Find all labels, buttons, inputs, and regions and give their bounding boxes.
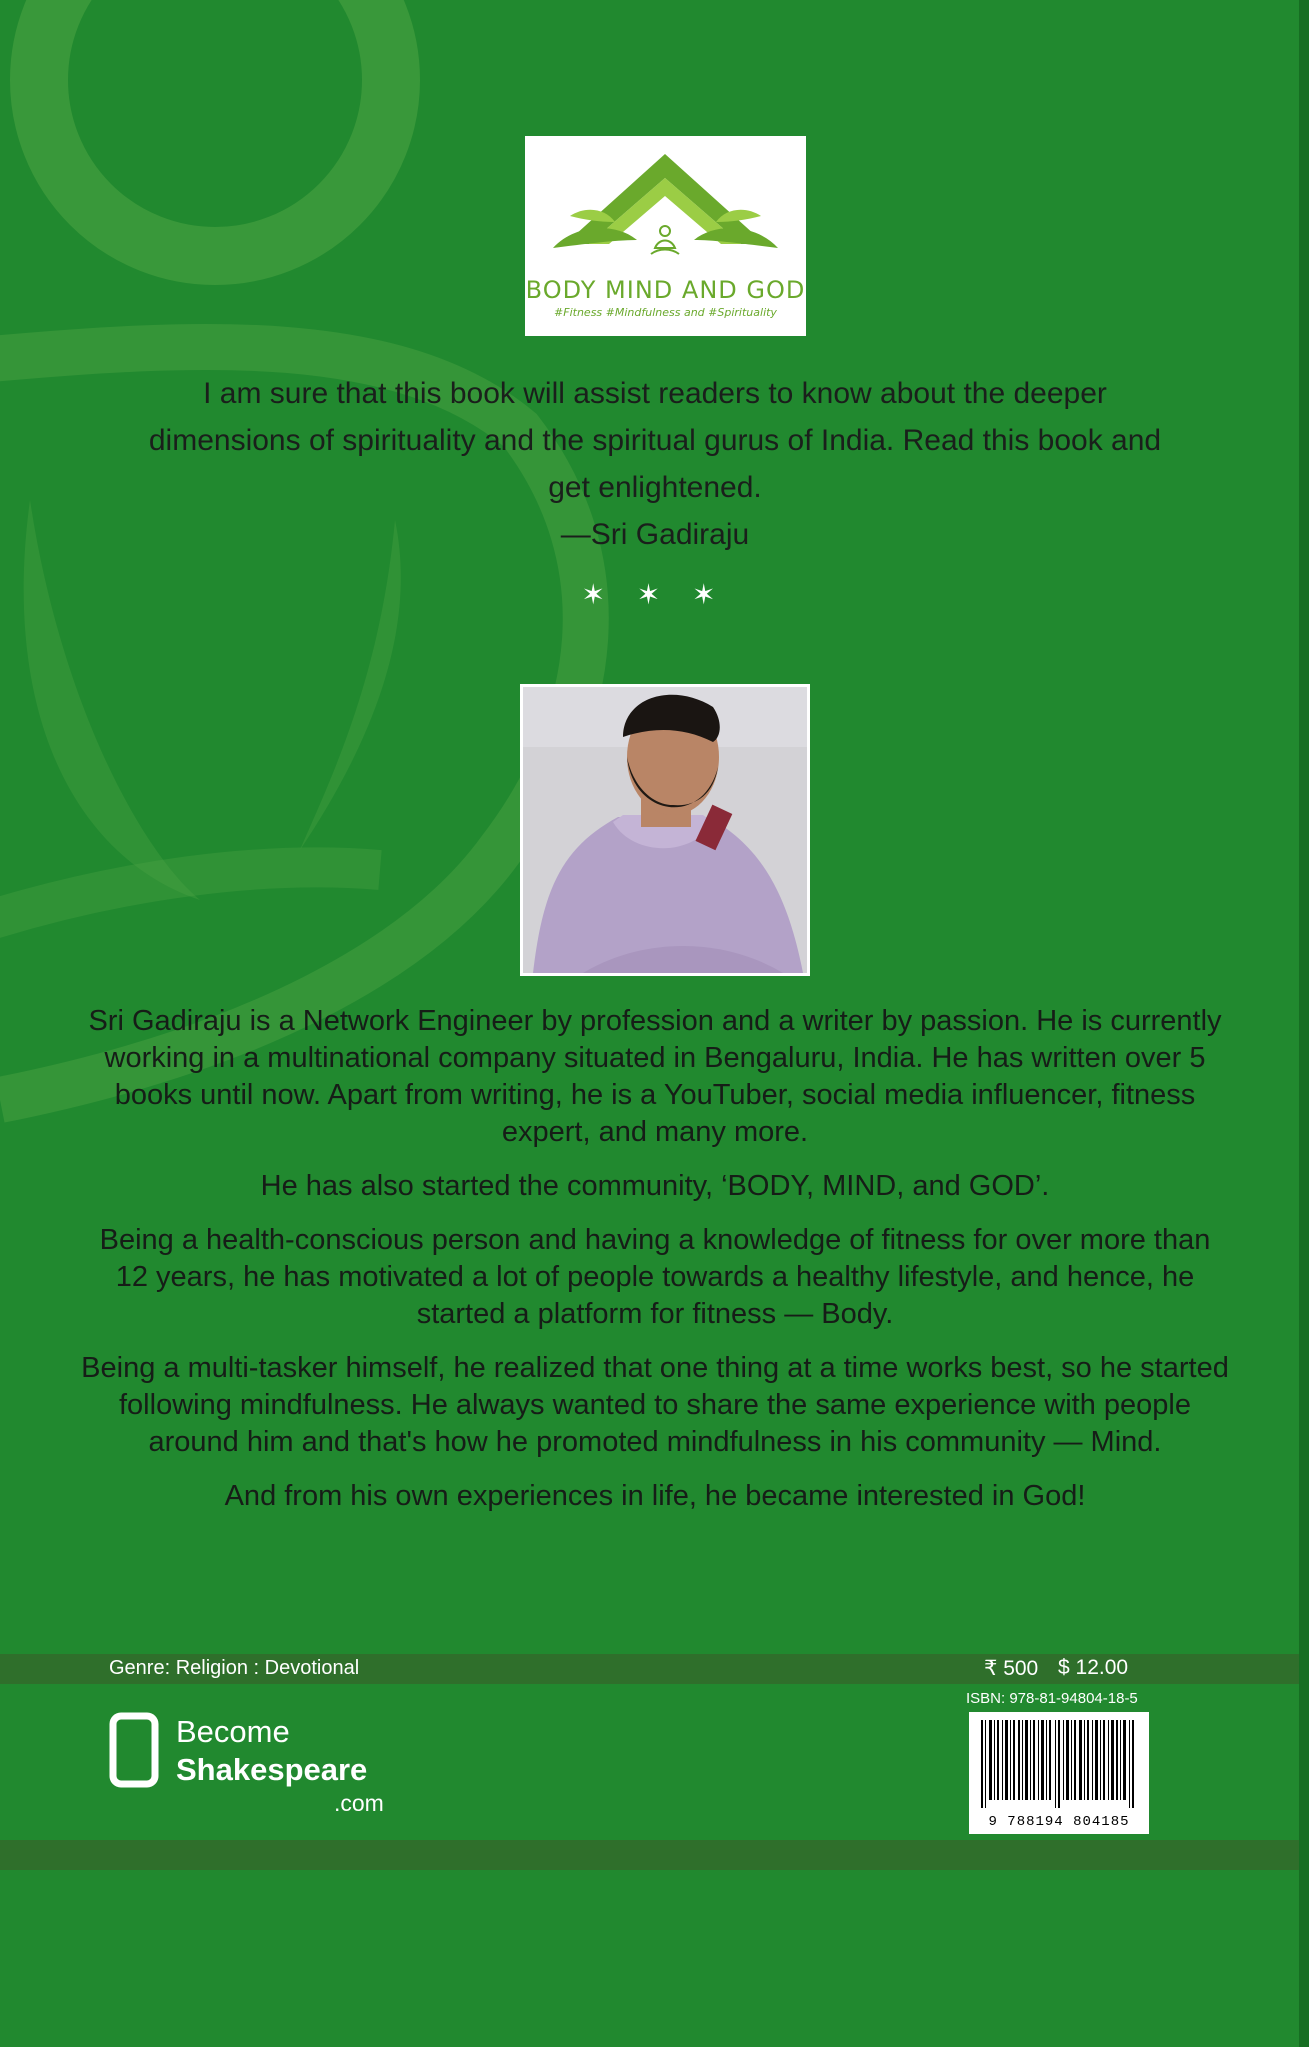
bio-paragraph: And from his own experiences in life, he became interested in God! (224, 1480, 1086, 1512)
spine-edge (1299, 0, 1309, 2047)
bio-paragraph: Being a health-conscious person and having a knowledge of fitness for over more than 12 years, he has motivated a lot of people towards a healthy lifestyle, and hence, he started a platform for fitness — Body. (99, 1224, 1211, 1330)
endorsement-quote (140, 370, 1170, 558)
publisher-name-line2: Shakespeare (176, 1752, 368, 1787)
quote-text: I am sure that this book will assist readers to know about the deeper dimensions of spirituality and the spiritual gurus of India. Read this book and get enlightened. (148, 377, 1162, 504)
author-bio (80, 1003, 1230, 1532)
genre-label: Genre: Religion : Devotional (109, 1657, 360, 1679)
bio-paragraph: He has also started the community, ‘BODY, MIND, and GOD’. (260, 1170, 1050, 1202)
bio-paragraph: Being a multi-tasker himself, he realized that one thing at a time works best, so he started following mindfulness. He always wanted to share the same experience with people around him and that's how he promoted mindfulness in his community — Mind. (81, 1352, 1229, 1458)
publisher-name-line1: Become (176, 1714, 290, 1749)
community-logo (525, 136, 806, 336)
isbn-number: ISBN: 978-81-94804-18-5 (966, 1690, 1138, 1707)
barcode-icon (969, 1712, 1149, 1812)
publisher-device-icon (109, 1712, 159, 1788)
quote-attribution: —Sri Gadiraju (560, 518, 750, 551)
author-photo (520, 684, 810, 976)
logo-tagline: #Fitness #Mindfulness and #Spirituality (554, 306, 777, 319)
price-inr: ₹ 500 (984, 1657, 1039, 1680)
logo-title: BODY MIND AND GOD (525, 276, 806, 304)
publisher-name-line3: .com (334, 1790, 384, 1816)
bio-paragraph: Sri Gadiraju is a Network Engineer by profession and a writer by passion. He is currently working in a multinational company situated in Bengaluru, India. He has written over 5 books until now. Apart from writing, he is a YouTuber, social media influencer, fitness expert, and many more. (88, 1005, 1222, 1148)
house-roof-icon (525, 136, 806, 276)
price-usd: $ 12.00 (1058, 1656, 1129, 1679)
isbn-barcode (969, 1712, 1149, 1834)
star-separator: ✶ ✶ ✶ (581, 579, 728, 610)
barcode-digits: 9 788194 804185 (988, 1814, 1130, 1830)
info-band-bottom (0, 1840, 1299, 1870)
author-portrait-illustration (523, 687, 807, 973)
